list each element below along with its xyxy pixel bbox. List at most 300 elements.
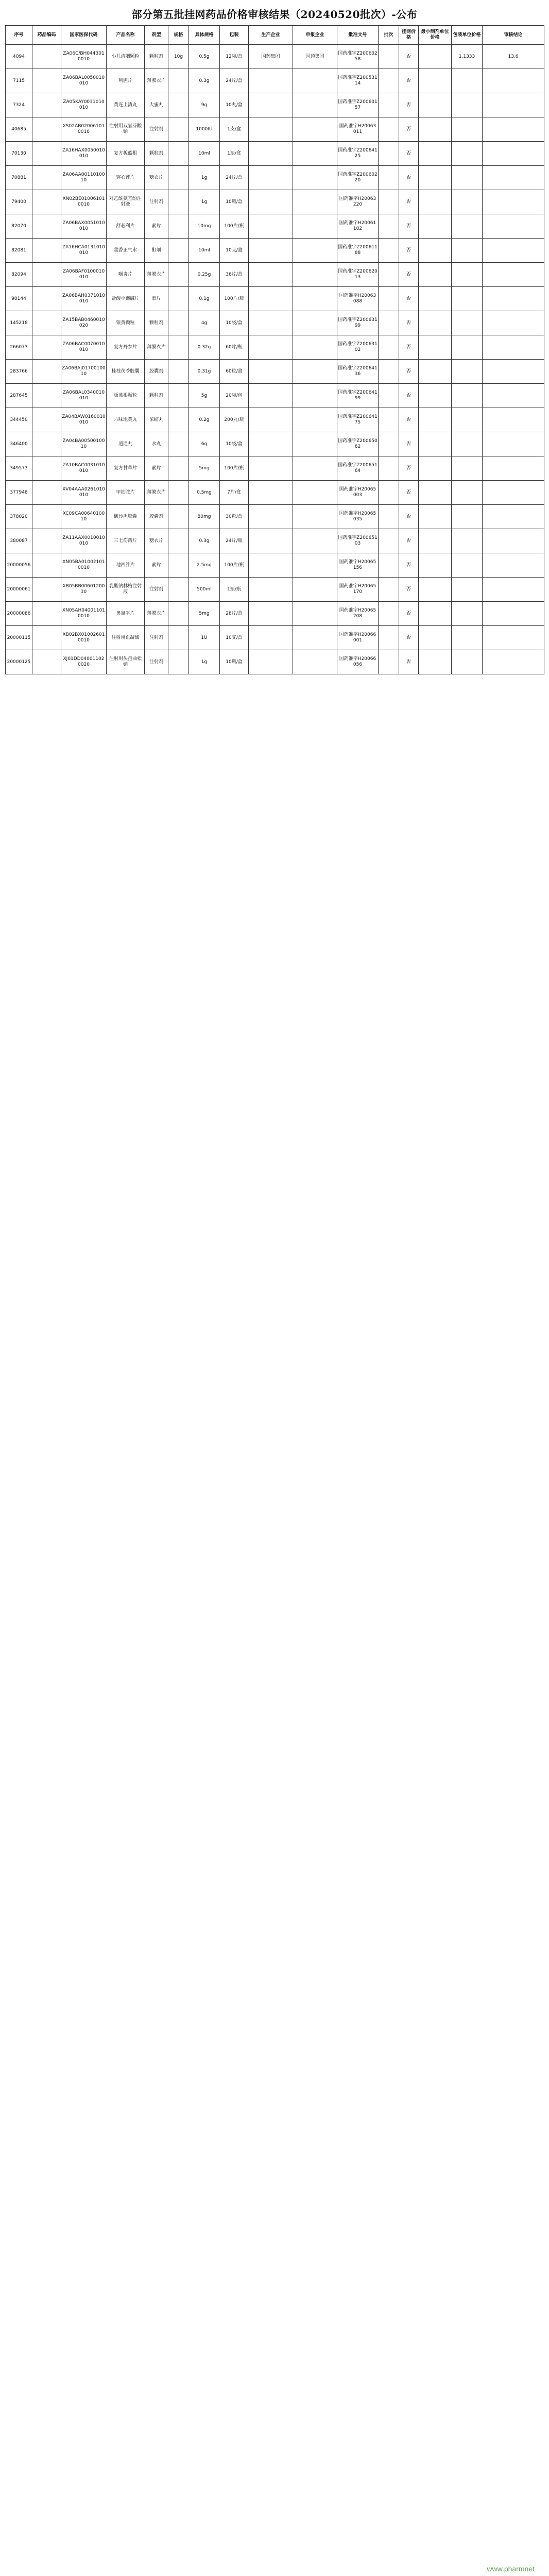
table-cell: 否 [399, 45, 419, 69]
table-cell: 穿心莲片 [107, 166, 145, 190]
table-cell: 否 [399, 311, 419, 335]
table-cell: 1瓶/盒 [220, 142, 249, 166]
table-cell [452, 166, 483, 190]
table-cell: 0.2g [189, 408, 220, 432]
table-cell [379, 553, 399, 578]
table-cell [32, 166, 61, 190]
table-cell: 200丸/瓶 [220, 408, 249, 432]
table-cell [249, 578, 293, 602]
table-cell: 0.3g [189, 529, 220, 553]
table-cell: 否 [399, 408, 419, 432]
table-cell: 10支/盒 [220, 626, 249, 650]
table-cell [168, 553, 189, 578]
table-cell: 薄膜衣片 [145, 69, 168, 93]
table-cell: 否 [399, 626, 419, 650]
table-cell [249, 650, 293, 674]
table-cell [419, 505, 452, 529]
table-cell: 1000IU [189, 117, 220, 142]
table-row [6, 456, 544, 481]
table-row [6, 263, 544, 287]
table-cell: 国药准字Z20064175 [337, 408, 379, 432]
table-cell: 胶囊剂 [145, 360, 168, 384]
table-cell: 国药准字H20065208 [337, 602, 379, 626]
table-cell [168, 650, 189, 674]
table-cell [452, 602, 483, 626]
table-cell [452, 287, 483, 311]
table-cell [168, 360, 189, 384]
table-cell [293, 602, 337, 626]
table-cell: 82094 [6, 263, 32, 287]
table-cell [483, 214, 544, 239]
table-cell: 大蜜丸 [145, 93, 168, 117]
table-cell: 否 [399, 384, 419, 408]
table-row [6, 578, 544, 602]
table-cell: 缬沙坦胶囊 [107, 505, 145, 529]
table-cell [32, 190, 61, 214]
table-cell: 70130 [6, 142, 32, 166]
table-cell [168, 166, 189, 190]
table-cell [293, 190, 337, 214]
table-cell [483, 384, 544, 408]
table-cell [483, 360, 544, 384]
table-cell [419, 553, 452, 578]
table-cell: 否 [399, 360, 419, 384]
table-cell [379, 335, 399, 360]
table-cell [419, 117, 452, 142]
table-cell [379, 214, 399, 239]
table-cell: 10mg [189, 214, 220, 239]
table-cell [452, 384, 483, 408]
table-cell: 100片/瓶 [220, 456, 249, 481]
table-cell [483, 335, 544, 360]
table-cell: ZA05KAY0031010010 [61, 93, 107, 117]
table-cell [419, 311, 452, 335]
table-row [6, 408, 544, 432]
table-cell: 水丸 [145, 432, 168, 456]
column-header: 包装单位价格 [452, 26, 483, 45]
table-cell [452, 432, 483, 456]
table-cell: ZA06AA0011010010 [61, 166, 107, 190]
table-cell: 素片 [145, 456, 168, 481]
table-cell [293, 360, 337, 384]
table-cell: 国药准字Z20063199 [337, 311, 379, 335]
table-cell: 0.3g [189, 69, 220, 93]
table-cell [32, 93, 61, 117]
table-cell [249, 456, 293, 481]
table-cell [452, 578, 483, 602]
table-row [6, 190, 544, 214]
table-cell [379, 287, 399, 311]
table-cell [483, 287, 544, 311]
table-cell [293, 384, 337, 408]
table-cell [379, 529, 399, 553]
table-cell: 国药准字Z20065062 [337, 432, 379, 456]
table-cell [168, 263, 189, 287]
table-cell: 否 [399, 142, 419, 166]
table-cell [379, 360, 399, 384]
table-cell: 国药准字H20061102 [337, 214, 379, 239]
table-cell: 乳酸钠林格注射液 [107, 578, 145, 602]
table-cell [168, 93, 189, 117]
column-header: 挂网价格 [399, 26, 419, 45]
table-row [6, 311, 544, 335]
table-cell [168, 142, 189, 166]
table-cell: 甲钴胺片 [107, 481, 145, 505]
table-cell [379, 190, 399, 214]
table-row [6, 481, 544, 505]
table-cell: 283766 [6, 360, 32, 384]
table-cell [452, 505, 483, 529]
table-cell: ZA06BAX0051010010 [61, 214, 107, 239]
table-cell: 30粒/盒 [220, 505, 249, 529]
table-cell [32, 578, 61, 602]
table-cell [293, 553, 337, 578]
table-cell [32, 626, 61, 650]
table-cell: 否 [399, 166, 419, 190]
table-cell [379, 239, 399, 263]
table-cell [379, 481, 399, 505]
column-header: 批准文号 [337, 26, 379, 45]
table-cell [249, 505, 293, 529]
table-cell: 1g [189, 190, 220, 214]
table-cell [293, 117, 337, 142]
table-cell [293, 432, 337, 456]
table-cell [419, 287, 452, 311]
column-header: 序号 [6, 26, 32, 45]
table-cell: 10ml [189, 142, 220, 166]
table-cell [379, 45, 399, 69]
table-cell [483, 529, 544, 553]
table-cell [379, 93, 399, 117]
table-cell: 10袋/盒 [220, 311, 249, 335]
table-cell: 344450 [6, 408, 32, 432]
table-cell: 国药准字Z20064199 [337, 384, 379, 408]
table-cell [379, 432, 399, 456]
table-cell: 否 [399, 529, 419, 553]
table-cell [32, 456, 61, 481]
table-cell: 否 [399, 335, 419, 360]
table-cell [419, 190, 452, 214]
column-header: 审核结论 [483, 26, 544, 45]
table-row [6, 45, 544, 69]
table-cell [168, 117, 189, 142]
table-cell [32, 287, 61, 311]
table-cell [419, 214, 452, 239]
table-cell: ZA06BAJ0170010010 [61, 360, 107, 384]
table-cell [419, 166, 452, 190]
table-cell: 颗粒剂 [145, 45, 168, 69]
table-cell: 5mg [189, 456, 220, 481]
table-cell: 36片/盒 [220, 263, 249, 287]
table-cell: 7324 [6, 93, 32, 117]
table-cell: 国药准字Z20063102 [337, 335, 379, 360]
table-cell: 注射用血凝酶 [107, 626, 145, 650]
table-cell: 薄膜衣片 [145, 602, 168, 626]
table-row [6, 166, 544, 190]
table-cell [452, 650, 483, 674]
table-cell: 82081 [6, 239, 32, 263]
table-cell [32, 311, 61, 335]
table-cell [32, 481, 61, 505]
table-cell [452, 481, 483, 505]
table-cell: 否 [399, 481, 419, 505]
table-cell [32, 69, 61, 93]
table-cell: ZA06BAF0100010010 [61, 263, 107, 287]
table-cell [419, 578, 452, 602]
table-cell [293, 481, 337, 505]
table-cell [419, 360, 452, 384]
column-header: 产品名称 [107, 26, 145, 45]
table-cell: 国药准字H20063220 [337, 190, 379, 214]
table-cell: 80mg [189, 505, 220, 529]
table-cell [483, 190, 544, 214]
table-cell: 复方板蓝根 [107, 142, 145, 166]
table-cell [32, 650, 61, 674]
table-cell: ZA04BAW0160010010 [61, 408, 107, 432]
table-cell [483, 408, 544, 432]
table-cell [293, 505, 337, 529]
table-cell [293, 263, 337, 287]
table-cell: 24片/盒 [220, 166, 249, 190]
table-cell [249, 626, 293, 650]
table-cell: 否 [399, 287, 419, 311]
table-cell: 注射剂 [145, 578, 168, 602]
table-cell [32, 142, 61, 166]
table-cell [249, 93, 293, 117]
document-page [5, 0, 544, 674]
table-cell [168, 408, 189, 432]
table-cell [249, 553, 293, 578]
table-cell [168, 335, 189, 360]
table-cell: 黄连上清丸 [107, 93, 145, 117]
table-cell: 否 [399, 553, 419, 578]
table-cell: 颗粒剂 [145, 142, 168, 166]
table-cell [419, 335, 452, 360]
table-cell [483, 263, 544, 287]
table-row [6, 432, 544, 456]
table-cell: ZA16HAX0050010010 [61, 142, 107, 166]
table-cell [452, 626, 483, 650]
table-cell [452, 142, 483, 166]
table-cell: XN02BE010061010010 [61, 190, 107, 214]
table-cell [293, 626, 337, 650]
table-cell: 否 [399, 263, 419, 287]
table-cell [32, 360, 61, 384]
table-row [6, 142, 544, 166]
table-cell: 国药准字H20065035 [337, 505, 379, 529]
table-cell: 266073 [6, 335, 32, 360]
table-cell: 薄膜衣片 [145, 263, 168, 287]
table-cell [249, 360, 293, 384]
table-row [6, 553, 544, 578]
table-cell: 否 [399, 432, 419, 456]
table-row [6, 602, 544, 626]
table-cell: 板蓝根颗粒 [107, 384, 145, 408]
table-cell [168, 287, 189, 311]
table-cell [483, 142, 544, 166]
table-cell: 20000061 [6, 578, 32, 602]
table-cell: 否 [399, 93, 419, 117]
table-cell [293, 214, 337, 239]
table-cell: 小儿清咽颗粒 [107, 45, 145, 69]
table-cell: 0.5mg [189, 481, 220, 505]
table-cell [452, 335, 483, 360]
table-cell: 4g [189, 311, 220, 335]
table-cell [249, 166, 293, 190]
table-cell: 酊剂 [145, 239, 168, 263]
column-header: 包装 [220, 26, 249, 45]
table-cell: 1U [189, 626, 220, 650]
table-cell [379, 69, 399, 93]
table-cell: 否 [399, 190, 419, 214]
table-cell: 0.5g [189, 45, 220, 69]
table-cell [483, 432, 544, 456]
table-cell [168, 69, 189, 93]
table-cell [32, 553, 61, 578]
table-cell [249, 239, 293, 263]
table-cell: 国药准字H20063088 [337, 287, 379, 311]
table-cell: 国药准字H20065156 [337, 553, 379, 578]
table-cell: 82070 [6, 214, 32, 239]
table-cell [452, 263, 483, 287]
table-cell: XS02AB020061010010 [61, 117, 107, 142]
table-cell: XV04AAA0261010010 [61, 481, 107, 505]
table-cell: 国药准字H20065170 [337, 578, 379, 602]
table-cell [249, 142, 293, 166]
table-cell [249, 263, 293, 287]
table-cell [483, 553, 544, 578]
table-cell: 银黄颗粒 [107, 311, 145, 335]
table-cell: 薄膜衣片 [145, 481, 168, 505]
table-cell: 注射剂 [145, 190, 168, 214]
table-cell: 颗粒剂 [145, 311, 168, 335]
table-cell: XB05BB0060120030 [61, 578, 107, 602]
table-cell [32, 335, 61, 360]
table-cell: 1.1333 [452, 45, 483, 69]
table-cell [32, 117, 61, 142]
table-cell: 0.31g [189, 360, 220, 384]
table-cell [293, 239, 337, 263]
table-cell [293, 408, 337, 432]
table-cell [379, 117, 399, 142]
table-cell: 100片/瓶 [220, 287, 249, 311]
table-cell [452, 553, 483, 578]
table-cell: 六味地黄丸 [107, 408, 145, 432]
column-header: 剂型 [145, 26, 168, 45]
table-cell: 国药准字Z20064125 [337, 142, 379, 166]
watermark-logo: www.pharmnet [487, 2565, 535, 2573]
table-cell: 10支/盒 [220, 239, 249, 263]
table-row [6, 384, 544, 408]
table-cell: 国药准字Z20061188 [337, 239, 379, 263]
table-cell [168, 190, 189, 214]
table-cell [168, 239, 189, 263]
table-cell: 10丸/盒 [220, 93, 249, 117]
table-cell [452, 311, 483, 335]
table-cell [419, 456, 452, 481]
page-title: 部分第五批挂网药品价格审核结果（20240520批次）-公布 [131, 8, 418, 21]
table-cell: 地西泮片 [107, 553, 145, 578]
table-cell: 40685 [6, 117, 32, 142]
table-cell: ZA16HCA0131010010 [61, 239, 107, 263]
table-cell [32, 263, 61, 287]
table-cell [168, 602, 189, 626]
table-cell: XB02BX010026010010 [61, 626, 107, 650]
table-cell: 桂枝茯苓胶囊 [107, 360, 145, 384]
table-cell: 24片/瓶 [220, 529, 249, 553]
table-cell [452, 239, 483, 263]
table-cell: 10瓶/盒 [220, 190, 249, 214]
table-cell [293, 287, 337, 311]
table-cell: 20000115 [6, 626, 32, 650]
table-cell: 否 [399, 214, 419, 239]
table-row [6, 505, 544, 529]
table-cell [483, 166, 544, 190]
table-cell: 0.1g [189, 287, 220, 311]
table-cell [452, 190, 483, 214]
table-cell: 1g [189, 166, 220, 190]
column-header: 生产企业 [249, 26, 293, 45]
column-header: 批次 [379, 26, 399, 45]
table-cell: ZA06BAC0070010010 [61, 335, 107, 360]
table-cell: 国药准字H20066056 [337, 650, 379, 674]
table-cell: 藿香正气水 [107, 239, 145, 263]
table-cell [249, 602, 293, 626]
table-cell: 国药准字H20066001 [337, 626, 379, 650]
table-cell [249, 432, 293, 456]
table-cell: ZA06BAL0050010010 [61, 69, 107, 93]
table-cell: 1g [189, 650, 220, 674]
table-cell: 10g [168, 45, 189, 69]
table-row [6, 69, 544, 93]
table-cell [419, 529, 452, 553]
table-cell: 7片/盒 [220, 481, 249, 505]
table-cell: ZA06BAH0371010010 [61, 287, 107, 311]
column-header: 国家医保代码 [61, 26, 107, 45]
table-cell: 9g [189, 93, 220, 117]
table-cell [452, 93, 483, 117]
table-cell [452, 117, 483, 142]
table-cell: 5g [189, 384, 220, 408]
table-cell [419, 142, 452, 166]
table-cell [293, 142, 337, 166]
table-cell: 否 [399, 602, 419, 626]
table-cell: XN05BA010021010010 [61, 553, 107, 578]
table-cell: XJ01DD040011020020 [61, 650, 107, 674]
table-cell: XN05AH040011010010 [61, 602, 107, 626]
table-cell: 10ml [189, 239, 220, 263]
table-cell: 否 [399, 69, 419, 93]
column-header: 最小制剂单位价格 [419, 26, 452, 45]
table-cell: 145218 [6, 311, 32, 335]
table-cell: 70881 [6, 166, 32, 190]
table-cell: 13.6 [483, 45, 544, 69]
table-row [6, 360, 544, 384]
table-cell: 20袋/包 [220, 384, 249, 408]
table-cell: 20000125 [6, 650, 32, 674]
table-cell [419, 69, 452, 93]
table-cell [483, 578, 544, 602]
table-cell: 否 [399, 578, 419, 602]
table-cell [293, 578, 337, 602]
table-cell [168, 432, 189, 456]
table-cell: 500ml [189, 578, 220, 602]
table-cell [168, 456, 189, 481]
table-cell [168, 626, 189, 650]
table-cell [419, 432, 452, 456]
table-cell [32, 432, 61, 456]
table-cell [379, 408, 399, 432]
